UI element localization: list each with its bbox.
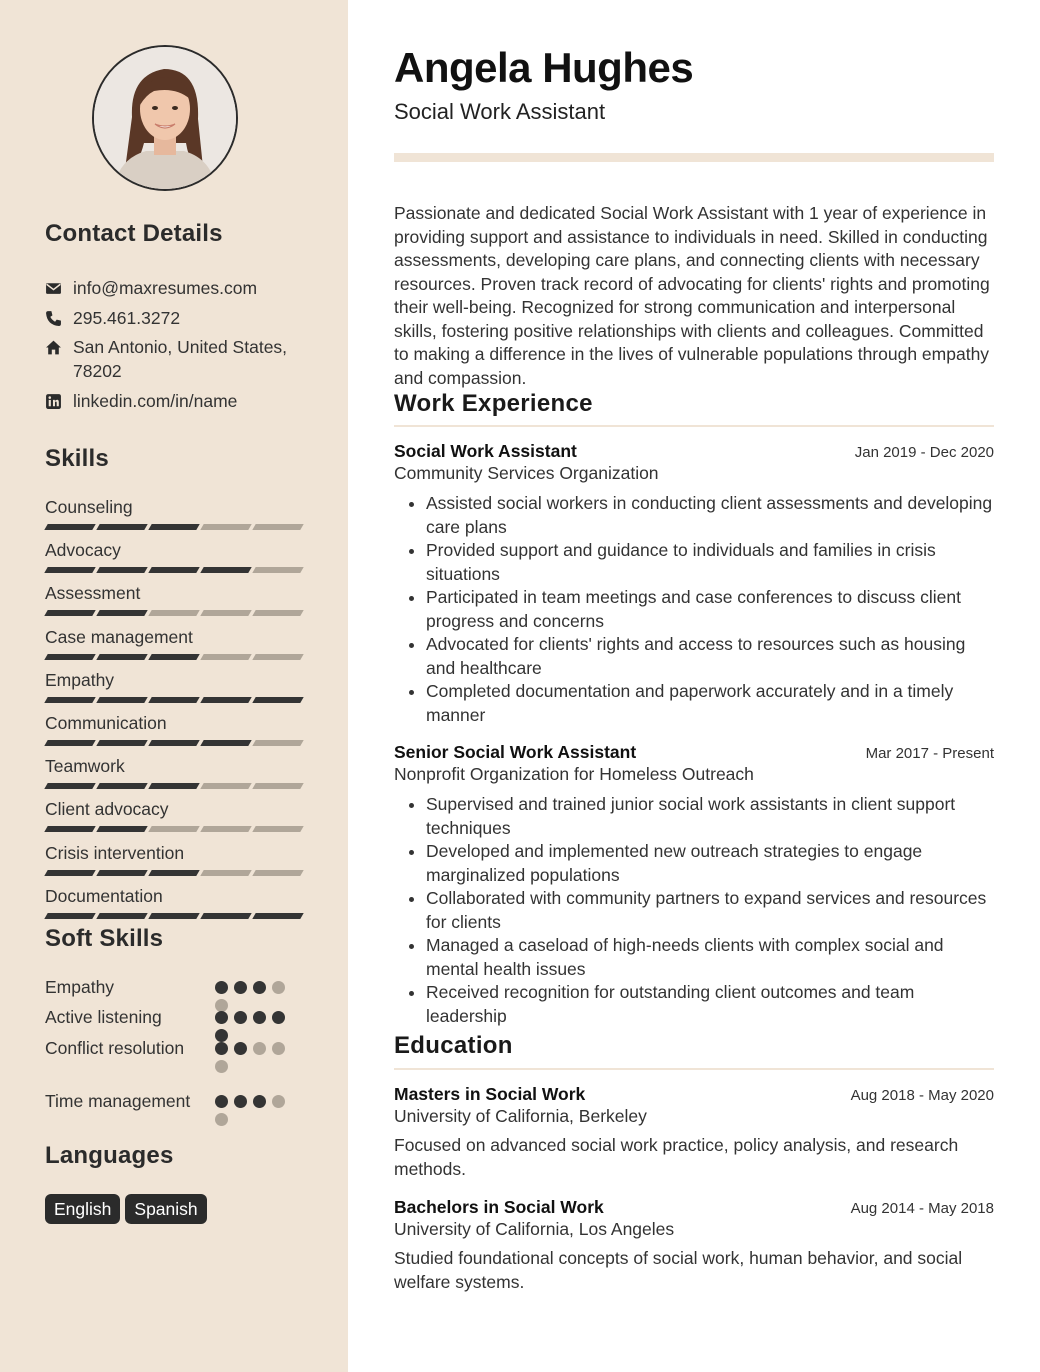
skill-level-segment — [252, 740, 303, 746]
skill-level-segment — [44, 524, 95, 530]
job-bullet: • Advocated for clients' rights and access to resources such as housing and healthcare — [426, 633, 994, 680]
job-organization: Community Services Organization — [394, 463, 659, 483]
soft-skill-rating — [215, 1095, 295, 1126]
degree-title: Masters in Social Work — [394, 1084, 586, 1104]
skill-level-segment — [96, 870, 147, 876]
languages-list — [45, 1194, 207, 1224]
skill-level-segment — [44, 913, 95, 919]
skill-level-segment — [200, 610, 251, 616]
rating-dot — [234, 1095, 247, 1108]
skill-level-segment — [96, 697, 147, 703]
email-text[interactable]: info@maxresumes.com — [73, 278, 258, 298]
rating-dot — [215, 1095, 228, 1108]
soft-skill-label: Active listening — [45, 1007, 162, 1027]
rating-dot — [215, 1060, 228, 1073]
rating-dot — [272, 1095, 285, 1108]
candidate-name: Angela Hughes — [394, 44, 694, 91]
skill-label: Client advocacy — [45, 799, 169, 819]
candidate-title: Social Work Assistant — [394, 99, 606, 124]
rating-dot — [215, 1042, 228, 1055]
skill-level-segment — [200, 524, 251, 530]
phone-text[interactable]: 295.461.3272 — [73, 308, 181, 328]
skill-level-segment — [96, 783, 147, 789]
skill-level-segment — [96, 913, 147, 919]
rating-dot — [215, 1011, 228, 1024]
rating-dot — [253, 1042, 266, 1055]
degree-title: Bachelors in Social Work — [394, 1197, 604, 1217]
skill-level-segment — [148, 697, 199, 703]
soft-skill-label: Time management — [45, 1091, 191, 1111]
contact-heading: Contact Details — [45, 220, 223, 247]
skill-level-segment — [44, 610, 95, 616]
education-description: Focused on advanced social work practice, policy analysis, and research methods. — [394, 1135, 959, 1179]
soft-skill-label: Empathy — [45, 977, 115, 997]
education-dates: Aug 2014 - May 2018 — [850, 1200, 994, 1217]
skill-label: Documentation — [45, 886, 163, 906]
skill-level-segment — [148, 654, 199, 660]
skill-level-segment — [96, 740, 147, 746]
skill-level-segment — [44, 567, 95, 573]
job-bullets — [394, 793, 994, 1028]
skill-level-segment — [252, 697, 303, 703]
skill-label: Communication — [45, 713, 167, 733]
profile-photo — [94, 47, 236, 189]
skill-level-bar — [46, 826, 302, 832]
job-bullet: • Received recognition for outstanding client outcomes and team leadership — [426, 981, 994, 1028]
rating-dot — [215, 1029, 228, 1042]
rating-dot — [234, 1011, 247, 1024]
contact-address — [45, 335, 315, 383]
skill-level-segment — [148, 913, 199, 919]
job-bullet: • Completed documentation and paperwork accurately and in a timely manner — [426, 680, 994, 727]
skill-level-segment — [148, 524, 199, 530]
skill-level-segment — [96, 524, 147, 530]
education-divider — [394, 1068, 994, 1070]
rating-dot — [234, 1042, 247, 1055]
job-bullet: • Managed a caseload of high-needs clients with complex social and mental health issues — [426, 934, 994, 981]
skill-label: Assessment — [45, 583, 141, 603]
experience-divider — [394, 425, 994, 427]
education-entry — [394, 1197, 994, 1294]
linkedin-text[interactable]: linkedin.com/in/name — [73, 391, 238, 411]
skill-level-segment — [44, 870, 95, 876]
skill-level-bar — [46, 697, 302, 703]
rating-dot — [215, 981, 228, 994]
job-entry — [394, 441, 994, 727]
school-name: University of California, Los Angeles — [394, 1219, 675, 1239]
contact-phone — [45, 306, 315, 330]
skill-label: Empathy — [45, 670, 115, 690]
skill-level-segment — [44, 783, 95, 789]
skill-level-segment — [252, 826, 303, 832]
linkedin-icon — [45, 389, 73, 413]
job-bullet: • Assisted social workers in conducting client assessments and developing care plans — [426, 492, 994, 539]
language-badge: Spanish — [125, 1194, 206, 1224]
job-bullets — [394, 492, 994, 727]
skill-level-segment — [148, 740, 199, 746]
skill-level-segment — [44, 740, 95, 746]
rating-dot — [272, 981, 285, 994]
skill-level-segment — [44, 826, 95, 832]
skill-level-segment — [96, 567, 147, 573]
rating-dot — [253, 1095, 266, 1108]
skill-level-bar — [46, 524, 302, 530]
job-bullet: • Developed and implemented new outreach strategies to engage marginalized populations — [426, 840, 994, 887]
job-bullet: • Collaborated with community partners to expand services and resources for clients — [426, 887, 994, 934]
skill-level-segment — [200, 913, 251, 919]
soft-skill-rating — [215, 1042, 295, 1073]
soft-skills-heading: Soft Skills — [45, 925, 164, 952]
skill-level-segment — [252, 913, 303, 919]
skill-level-segment — [200, 567, 251, 573]
skill-level-segment — [44, 654, 95, 660]
rating-dot — [253, 981, 266, 994]
school-name: University of California, Berkeley — [394, 1106, 647, 1126]
education-entry — [394, 1084, 994, 1181]
skill-label: Crisis intervention — [45, 843, 185, 863]
experience-heading: Work Experience — [394, 390, 593, 417]
skill-level-bar — [46, 783, 302, 789]
skill-label: Case management — [45, 627, 193, 647]
skill-level-segment — [200, 740, 251, 746]
skills-heading: Skills — [45, 445, 109, 472]
job-bullet: • Supervised and trained junior social work assistants in client support techniques — [426, 793, 994, 840]
skill-level-segment — [252, 524, 303, 530]
summary-text: Passionate and dedicated Social Work Assistant with 1 year of experience in providing support and assistance to individuals in need. Skilled in conducting assessments, developing care plans, and connecting clients with necessary resources. Proven track record of advocating for clients' rights and promoting their well-being. Recognized for strong communication and interpersonal skills, fostering positive relationships with clients and colleagues. Committed to making a difference in the lives of vulnerable populations through empathy and compassion. — [394, 203, 990, 388]
job-bullet: • Provided support and guidance to individuals and families in crisis situations — [426, 539, 994, 586]
phone-icon — [45, 306, 73, 330]
skill-level-segment — [252, 783, 303, 789]
job-title: Social Work Assistant — [394, 441, 577, 461]
skill-level-bar — [46, 610, 302, 616]
education-heading: Education — [394, 1032, 513, 1059]
contact-email — [45, 276, 315, 300]
contact-linkedin — [45, 389, 315, 413]
skill-level-segment — [252, 610, 303, 616]
education-dates: Aug 2018 - May 2020 — [850, 1087, 994, 1104]
job-entry — [394, 742, 994, 1028]
skill-level-bar — [46, 913, 302, 919]
skill-level-segment — [200, 783, 251, 789]
skill-level-segment — [96, 654, 147, 660]
language-badge: English — [45, 1194, 120, 1224]
job-title: Senior Social Work Assistant — [394, 742, 637, 762]
skill-level-bar — [46, 740, 302, 746]
rating-dot — [272, 1042, 285, 1055]
skill-level-segment — [44, 697, 95, 703]
skill-level-bar — [46, 654, 302, 660]
soft-skill-rating — [215, 1011, 295, 1042]
rating-dot — [272, 1011, 285, 1024]
rating-dot — [215, 1113, 228, 1126]
skill-label: Teamwork — [45, 756, 125, 776]
skill-level-segment — [252, 870, 303, 876]
soft-skill-rating — [215, 981, 295, 1012]
skill-level-segment — [200, 697, 251, 703]
skill-level-segment — [252, 567, 303, 573]
skill-level-segment — [148, 870, 199, 876]
job-bullet: • Participated in team meetings and case conferences to discuss client progress and concerns — [426, 586, 994, 633]
job-dates: Mar 2017 - Present — [865, 745, 994, 762]
skill-label: Advocacy — [45, 540, 121, 560]
sidebar — [0, 0, 348, 1372]
languages-heading: Languages — [45, 1142, 174, 1169]
skill-level-segment — [148, 610, 199, 616]
skill-level-segment — [148, 826, 199, 832]
skill-level-segment — [96, 610, 147, 616]
skill-level-segment — [200, 826, 251, 832]
home-icon — [45, 335, 73, 359]
education-description: Studied foundational concepts of social work, human behavior, and social welfare systems. — [394, 1248, 963, 1292]
rating-dot — [253, 1011, 266, 1024]
soft-skill-label: Conflict resolution — [45, 1038, 185, 1058]
envelope-icon — [45, 276, 73, 300]
skill-level-bar — [46, 567, 302, 573]
job-dates: Jan 2019 - Dec 2020 — [854, 444, 994, 461]
skill-level-bar — [46, 870, 302, 876]
skill-level-segment — [96, 826, 147, 832]
skill-label: Counseling — [45, 497, 133, 517]
job-organization: Nonprofit Organization for Homeless Outreach — [394, 764, 754, 784]
rating-dot — [234, 981, 247, 994]
address-text: San Antonio, United States, 78202 — [73, 337, 288, 381]
header-divider — [394, 153, 994, 162]
skill-level-segment — [200, 870, 251, 876]
avatar — [92, 45, 238, 191]
skill-level-segment — [252, 654, 303, 660]
skill-level-segment — [148, 567, 199, 573]
skill-level-segment — [200, 654, 251, 660]
skill-level-segment — [148, 783, 199, 789]
